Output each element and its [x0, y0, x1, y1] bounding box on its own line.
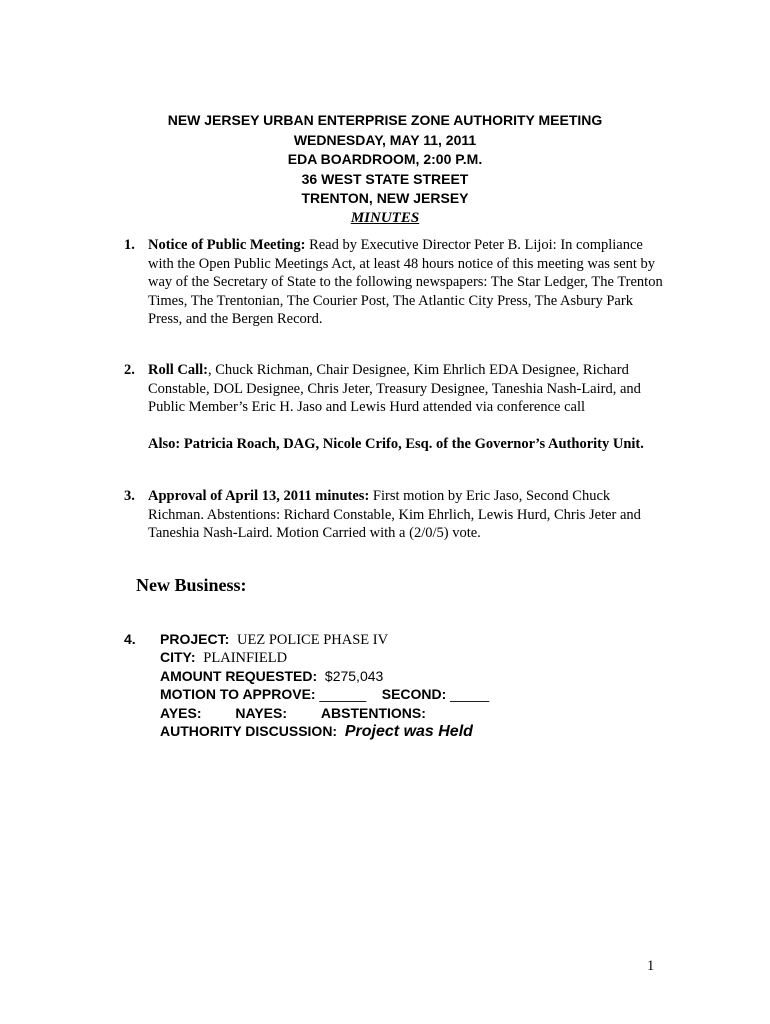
new-business-heading: New Business:	[136, 575, 247, 595]
vote-row	[160, 704, 680, 722]
project-value: UEZ POLICE PHASE IV	[237, 632, 389, 648]
second-label: SECOND:	[381, 686, 447, 703]
header-date: WEDNESDAY, MAY 11, 2011	[293, 131, 477, 148]
discussion-value: Project was Held	[344, 722, 473, 740]
city-label: CITY:	[160, 649, 196, 666]
project-number: 4.	[124, 631, 136, 647]
item-roll-call	[124, 361, 668, 453]
motion-row	[160, 685, 680, 703]
item-number: 3.	[124, 488, 135, 504]
item-text: Read by Executive Director Peter B. Lijoi: In compliance with the Open Public Meetings Act, at least 48 hours notice of this meeting was sent by way of the Secretary of State to the following newspapers: The Star Ledger, The Trenton Times, The Trentonian, The Courier Post, The Atlantic City Press, The Asbury Park Press, and the Bergen Record.	[148, 237, 663, 328]
header-title: NEW JERSEY URBAN ENTERPRISE ZONE AUTHORITY MEETING	[167, 112, 603, 128]
amount-row	[160, 667, 680, 685]
header-city: TRENTON, NEW JERSEY	[301, 190, 469, 206]
header-minutes: MINUTES	[350, 209, 420, 226]
city-value: PLAINFIELD	[203, 650, 288, 667]
project-row	[160, 630, 680, 648]
item-approval-minutes	[124, 487, 668, 543]
item-number: 1.	[124, 237, 135, 253]
nayes-label: NAYES:	[235, 704, 288, 721]
item-label: Notice of Public Meeting:	[148, 237, 306, 253]
city-row	[160, 648, 680, 666]
item-text: First motion by Eric Jaso, Second Chuck Richman. Abstentions: Richard Constable, Kim Ehrlich, Lewis Hurd, Chris Jeter and Taneshia Nash-Laird. Motion Carried with a (2/0/5) vote.	[148, 488, 641, 542]
ayes-label: AYES:	[160, 704, 202, 721]
motion-label: MOTION TO APPROVE:	[160, 686, 316, 703]
amount-value: $275,043	[324, 667, 384, 684]
discussion-row	[160, 722, 680, 740]
page-number: 1	[647, 958, 655, 974]
item-also-present: Also: Patricia Roach, DAG, Nicole Crifo, Esq. of the Governor’s Authority Unit.	[148, 435, 644, 452]
motion-blank: ______	[319, 686, 367, 703]
second-blank: _____	[450, 686, 490, 703]
project-label: PROJECT:	[160, 631, 230, 647]
abstentions-label: ABSTENTIONS:	[320, 704, 426, 721]
header-location-time: EDA BOARDROOM, 2:00 P.M.	[287, 151, 483, 167]
header-street: 36 WEST STATE STREET	[301, 170, 469, 187]
amount-label: AMOUNT REQUESTED:	[160, 667, 318, 684]
item-notice-of-meeting	[124, 236, 668, 329]
item-label: Approval of April 13, 2011 minutes:	[148, 488, 370, 504]
item-label: Roll Call:	[148, 362, 209, 378]
item-number: 2.	[124, 362, 135, 378]
item-text: , Chuck Richman, Chair Designee, Kim Ehrlich EDA Designee, Richard Constable, DOL Designee, Chris Jeter, Treasury Designee, Taneshia Nash-Laird, and Public Member’s Eric H. Jaso and Lewis Hurd attended via conference call	[148, 362, 641, 416]
discussion-label: AUTHORITY DISCUSSION:	[160, 722, 338, 739]
meeting-header	[0, 111, 770, 228]
